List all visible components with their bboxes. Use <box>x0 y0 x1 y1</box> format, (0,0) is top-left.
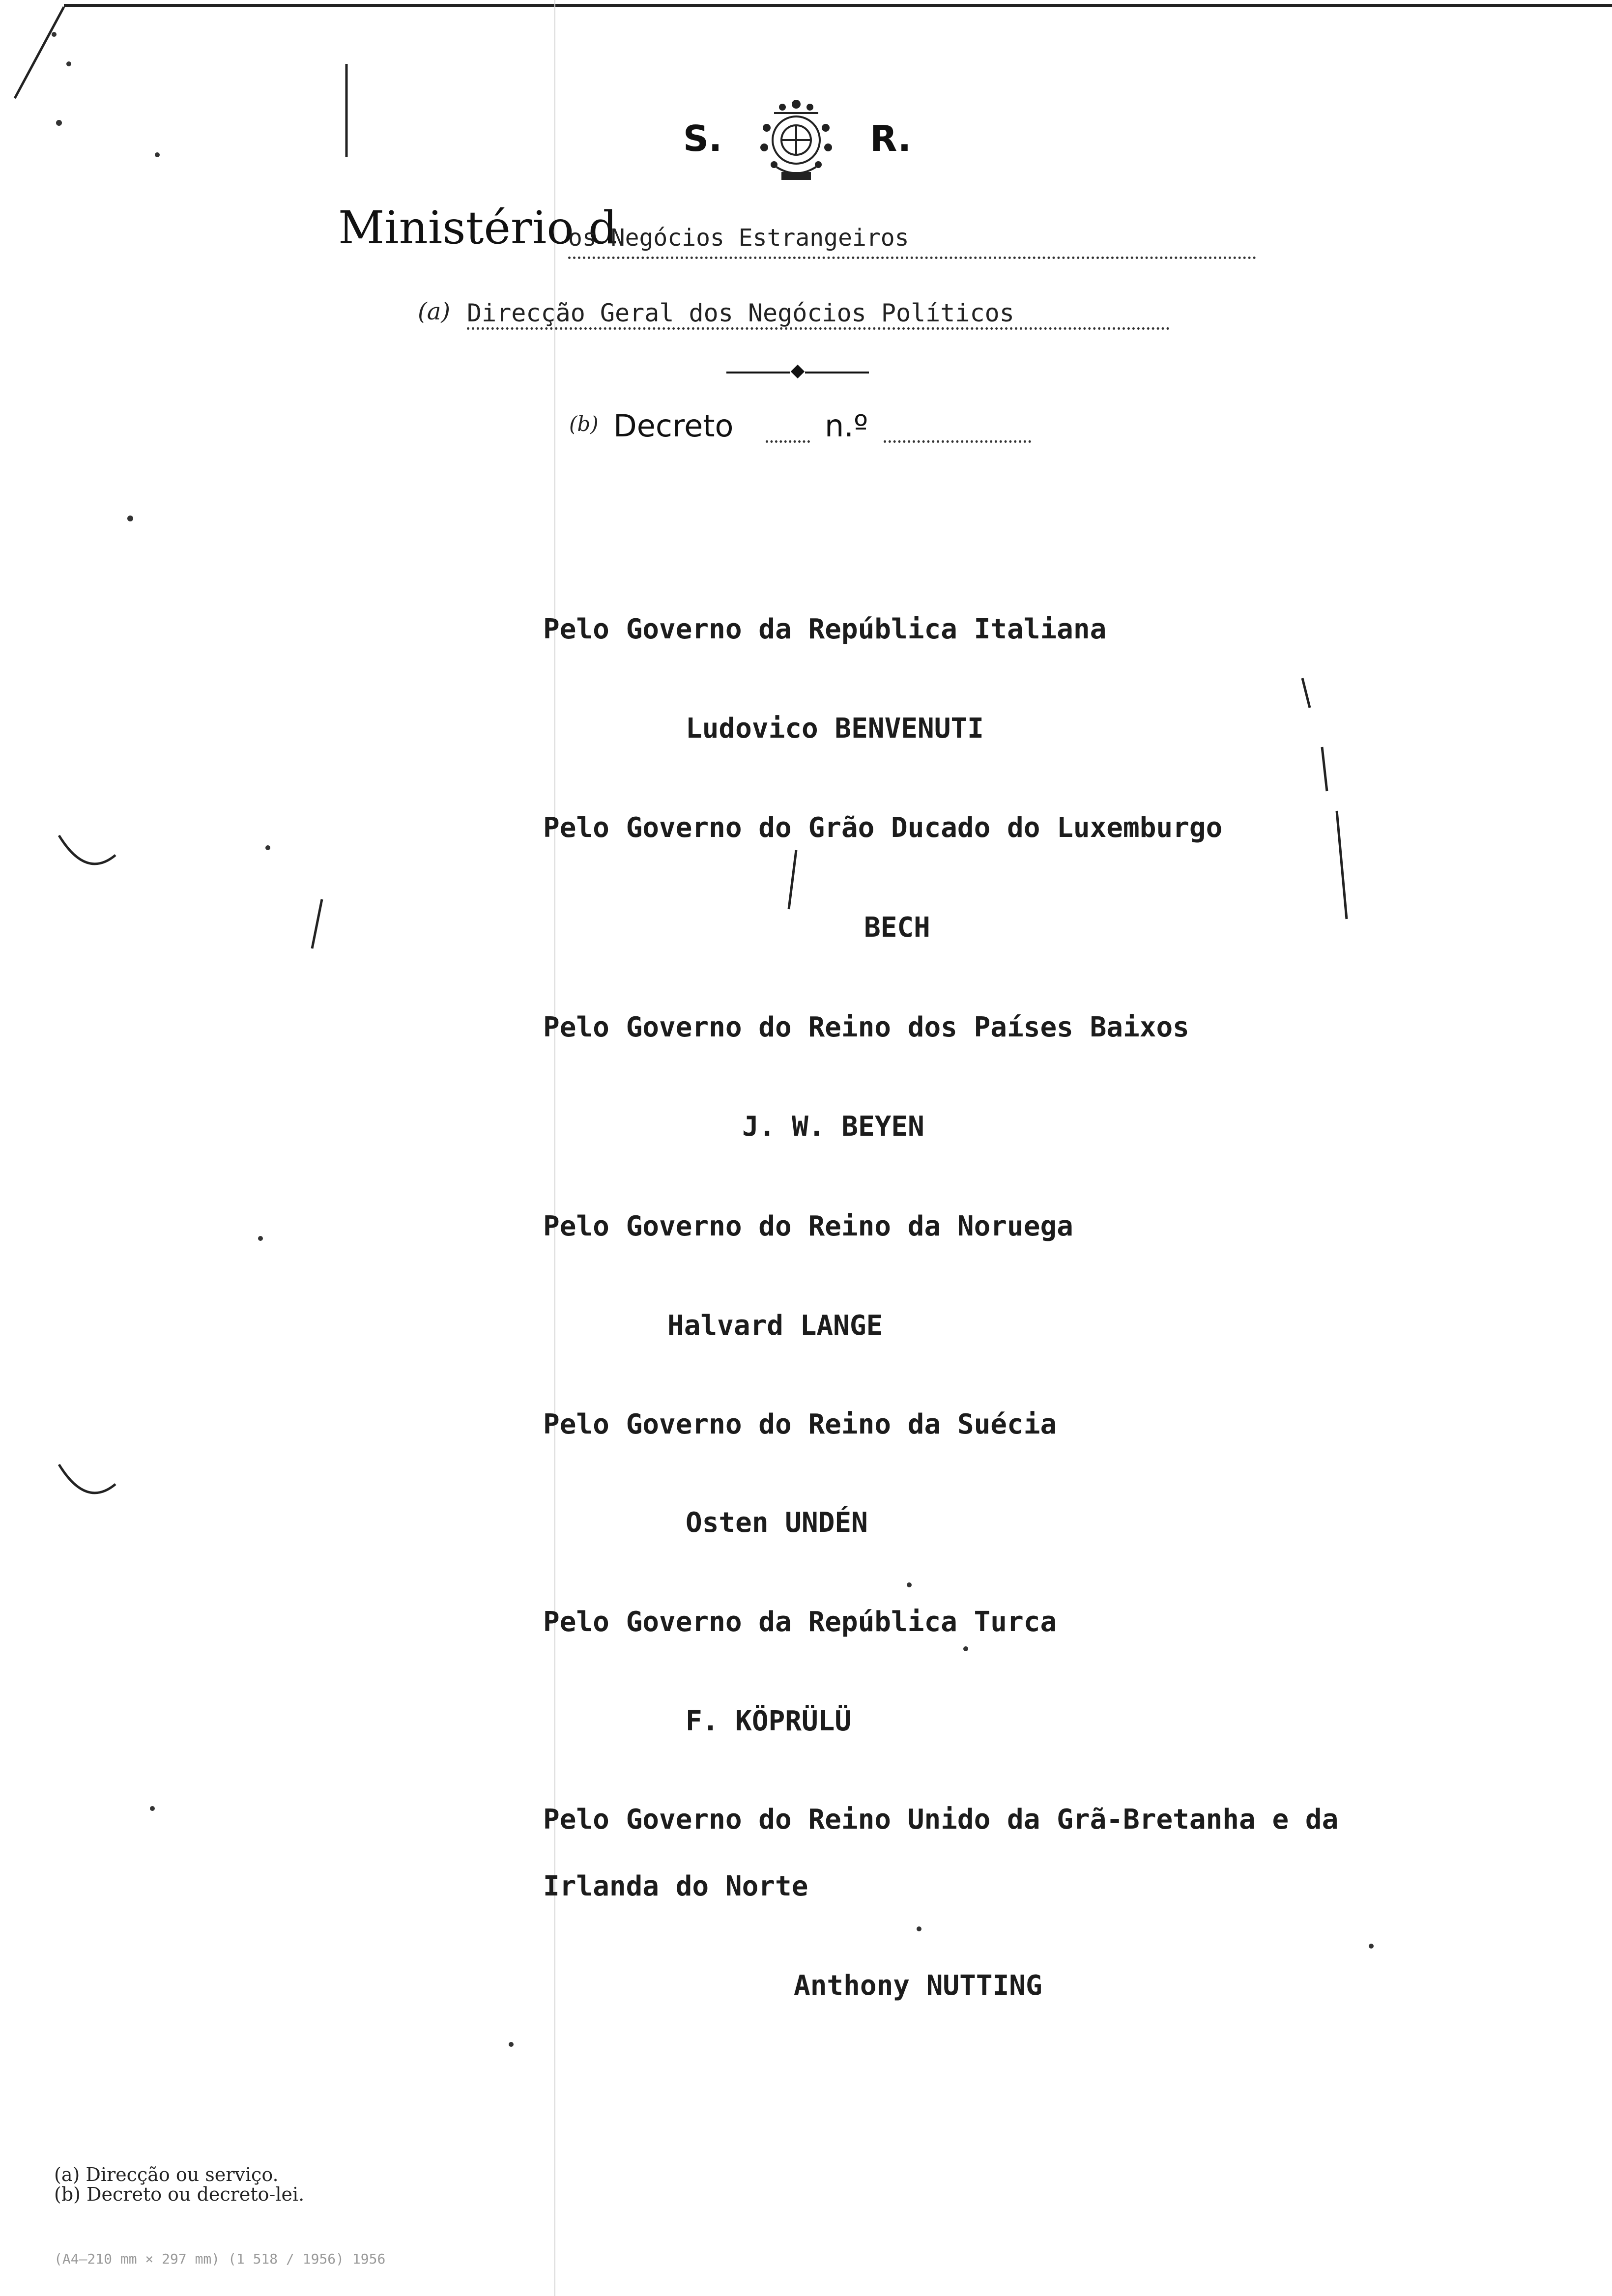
signatory-name: Halvard LANGE <box>667 1310 883 1342</box>
decree-number-label: n.º <box>825 408 868 444</box>
signatory-government-continued: Irlanda do Norte <box>543 1870 808 1902</box>
footnote-a: (a) Direcção ou serviço. <box>54 2164 279 2185</box>
signatory-name: Anthony NUTTING <box>794 1970 1042 2002</box>
signatory-name: BECH <box>864 912 930 944</box>
header-left-letter: S. <box>683 118 722 159</box>
direction-value: Direcção Geral dos Negócios Políticos <box>467 299 1014 327</box>
header-right-letter: R. <box>870 118 912 159</box>
signatory-government: Pelo Governo do Grão Ducado do Luxemburgo <box>543 812 1223 844</box>
ministry-label: Ministério d <box>338 201 617 254</box>
signatory-name: J. W. BEYEN <box>742 1111 924 1143</box>
footnote-b: (b) Decreto ou decreto-lei. <box>54 2183 305 2205</box>
signatory-government: Pelo Governo da República Italiana <box>543 613 1107 645</box>
print-code: (A4—210 mm × 297 mm) (1 518 / 1956) 1956 <box>54 2251 386 2267</box>
ministry-value: os Negócios Estrangeiros <box>568 224 909 252</box>
signatory-name: Osten UNDÉN <box>686 1507 868 1539</box>
signatory-government: Pelo Governo do Reino da Suécia <box>543 1408 1057 1440</box>
signatory-government: Pelo Governo do Reino Unido da Grã-Bretanha e da <box>543 1804 1339 1836</box>
signatory-name: Ludovico BENVENUTI <box>686 713 984 745</box>
signatory-government: Pelo Governo do Reino dos Países Baixos <box>543 1011 1189 1043</box>
signatory-name: F. KÖPRÜLÜ <box>686 1705 852 1737</box>
decree-marker: (b) <box>569 412 599 436</box>
signatory-government: Pelo Governo do Reino da Noruega <box>543 1210 1073 1242</box>
signatory-government: Pelo Governo da República Turca <box>543 1606 1057 1638</box>
direction-marker: (a) <box>418 298 451 325</box>
decree-label: Decreto <box>613 408 734 444</box>
